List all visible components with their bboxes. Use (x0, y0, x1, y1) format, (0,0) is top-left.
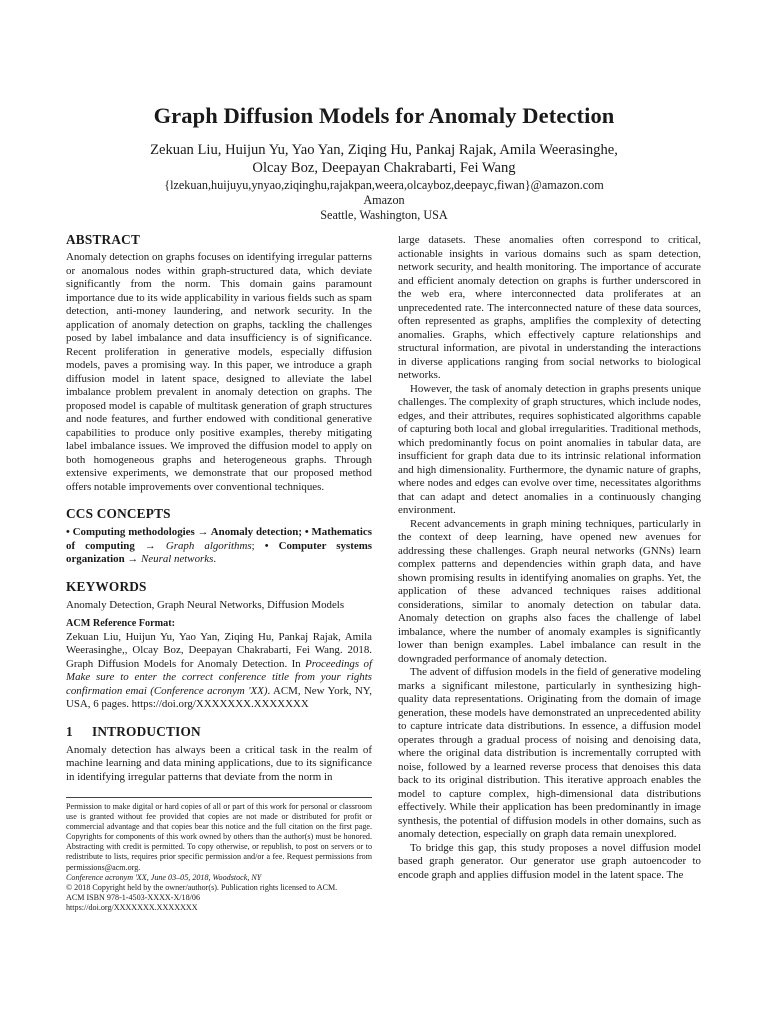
acm-reference-part-1: Zekuan Liu, Huijun Yu, Yao Yan, Ziqing Hu, Pankaj Rajak, Amila Weerasinghe,, Olcay Boz, Deepayan Chakrabarti, Fei Wang. 2018. Graph Diffusion Models for Anomaly Detection. In (66, 630, 372, 670)
copyright-footnote (66, 797, 372, 913)
permission-notice: Permission to make digital or hard copies of all or part of this work for personal or classroom use is granted without fee provided that copies are not made or distributed for profit or commercial advantage and that copies bear this notice and the full citation on the first page. Copyrights for components of this work owned by others than the author(s) must be honored. Abstracting with credit is permitted. To copy otherwise, or republish, to post on servers or to redistribute to lists, requires prior specific permission and/or a fee. Request permissions from permissions@acm.org. (66, 802, 372, 872)
keywords-text: Anomaly Detection, Graph Neural Networks, Diffusion Models (66, 598, 345, 611)
acm-reference-text (66, 631, 372, 712)
author-line-2: Olcay Boz, Deepayan Chakrabarti, Fei Wang (252, 160, 516, 176)
paper-title: Graph Diffusion Models for Anomaly Detection (153, 103, 615, 128)
intro-paragraph-3: Recent advancements in graph mining techniques, particularly in the context of deep learning, have opened new avenues for addressing these challenges. Graph neural networks (GNNs) learn complex patterns and dependencies within graph data, and have shown promising results in identifying anomalies on graphs. Yet, the application of these advanced techniques raises additional considerations, similar to anomaly detection on tabular data. Anomaly detection on graphs also faces the challenge of label imbalance, where the number of anomaly examples is significantly lower than benign examples. Label imbalance can result in the downgraded performance of anomaly detection. (398, 517, 701, 665)
abstract-heading: ABSTRACT (66, 232, 141, 247)
ccs-part-2: • Computer systems organization → (66, 539, 372, 565)
ccs-heading: CCS CONCEPTS (66, 506, 171, 521)
ccs-concepts (66, 526, 372, 567)
acm-reference-venue: Proceedings of Make sure to enter the correct conference title from your rights confirmation emai (Conference acronym 'XX) (66, 657, 372, 697)
intro-paragraph-1-start: Anomaly detection has always been a critical task in the realm of machine learning and data mining applications, due to its significance in identifying irregular patterns that deviate from the norm in (66, 743, 372, 783)
section-title: INTRODUCTION (92, 723, 201, 739)
ccs-italic-2: Neural networks (141, 553, 214, 565)
section-number: 1 (66, 723, 73, 739)
ccs-end: . (213, 553, 217, 565)
affiliation-location: Seattle, Washington, USA (320, 208, 448, 222)
doi-line: https://doi.org/XXXXXXX.XXXXXXX (66, 902, 198, 912)
intro-paragraph-4: The advent of diffusion models in the field of generative modeling marks a significant milestone, particularly in synthesizing high-quality data representations. Originating from the domain of image generation, these models have demonstrated an unprecedented ability to capture intricate data distributions. In essence, a diffusion model operates through a gradual process of noising and denoising data, where the original data distribution is incrementally corrupted with noise, followed by a learned reverse process that denoises this data back to its original distribution. This iterative approach enables the model to capture complex, high-dimensional data distributions effectively. While their application has been predominantly in image synthesis, the potential of diffusion models in other domains, such as anomaly detection, especially on graph data remain unexplored. (398, 666, 701, 840)
keywords-heading: KEYWORDS (66, 578, 147, 594)
ccs-italic-1: Graph algorithms (165, 539, 252, 552)
affiliation (0, 178, 768, 223)
author-line-1: Zekuan Liu, Huijun Yu, Yao Yan, Ziqing Hu, Pankaj Rajak, Amila Weerasinghe, (150, 142, 618, 158)
abstract-text: Anomaly detection on graphs focuses on identifying irregular patterns or anomalous nodes within graph-structured data, which deviate significantly from the norm. This domain gains paramount importance due to its wide applicability in various fields such as spam detection, anti-money laundering, and network security. In the application of anomaly detection on graphs, tackling the challenges posed by label imbalance and data insufficiency is of significance. Recent proliferation in generative models, especially diffusion models, paves a promising way. In this paper, we introduce a graph diffusion model in latent space, designed to alleviate the label imbalance problem prevalent in anomaly detection on graphs. The proposed model is capable of multitask generation of graph structures and node features, and further endowed with conditional generative capabilities to produce only positive examples, thereby mitigating label imbalance issues. We improved the diffusion model to apply on both homogeneous graphs and heterogeneous graphs. Through extensive experiments, we demonstrate that our proposed method offers notable improvements over conventional techniques. (66, 251, 372, 493)
author-emails: {lzekuan,huijuyu,ynyao,ziqinghu,rajakpan,weera,olcayboz,deepayc,fiwan}@amazon.com (164, 178, 604, 192)
conference-line (66, 873, 372, 883)
right-column (398, 234, 701, 882)
acm-reference-part-2: . ACM, New York, NY, USA, 6 pages. https://doi.org/XXXXXXX.XXXXXXX (66, 684, 372, 710)
affiliation-org: Amazon (363, 193, 405, 207)
intro-paragraph-5: To bridge this gap, this study proposes a novel diffusion model based graph generator. Our generator use graph autoencoder to encode graph and applies diffusion model in the latent space. The (398, 841, 701, 881)
introduction-heading (66, 723, 372, 740)
conference-text: Conference acronym 'XX, June 03–05, 2018, Woodstock, NY (66, 872, 262, 882)
copyright-line: © 2018 Copyright held by the owner/author(s). Publication rights licensed to ACM. (66, 882, 338, 892)
author-list (0, 141, 768, 177)
isbn-line: ACM ISBN 978-1-4503-XXXX-X/18/06 (66, 892, 200, 902)
acm-reference-heading: ACM Reference Format: (66, 618, 175, 629)
ccs-part-1: • Computing methodologies → Anomaly detection; • Mathematics of computing → (66, 526, 372, 552)
intro-paragraph-2: However, the task of anomaly detection in graphs presents unique challenges. The complexity of graph structures, which include nodes, edges, and their attributes, requires sophisticated algorithms capable of capturing both local and global irregularities. Traditional methods, which predominantly focus on point anomalies in tabular data, are insufficient for graph data due to its intrinsic relational information and high dimensionality. Furthermore, the dynamic nature of graphs, where nodes and edges can evolve over time, necessitates algorithms that can adapt and detect anomalies in a continuously changing environment. (398, 382, 701, 516)
left-column (66, 231, 372, 784)
intro-paragraph-1-cont: large datasets. These anomalies often correspond to critical, actionable insights in various domains such as spam detection, network security, and health monitoring. The importance of accurate and efficient anomaly detection on graphs is further underscored in the web era, where interconnected data proliferates at an unprecedented rate. The interconnected nature of these data sources, often represented as graphs, amplifies the complexity of detecting anomalies. Graphs, which effectively capture relationships and structural information, are pivotal in understanding the interactions in diverse applications ranging from social networks to biological networks. (398, 234, 701, 381)
ccs-separator: ; (251, 539, 265, 552)
